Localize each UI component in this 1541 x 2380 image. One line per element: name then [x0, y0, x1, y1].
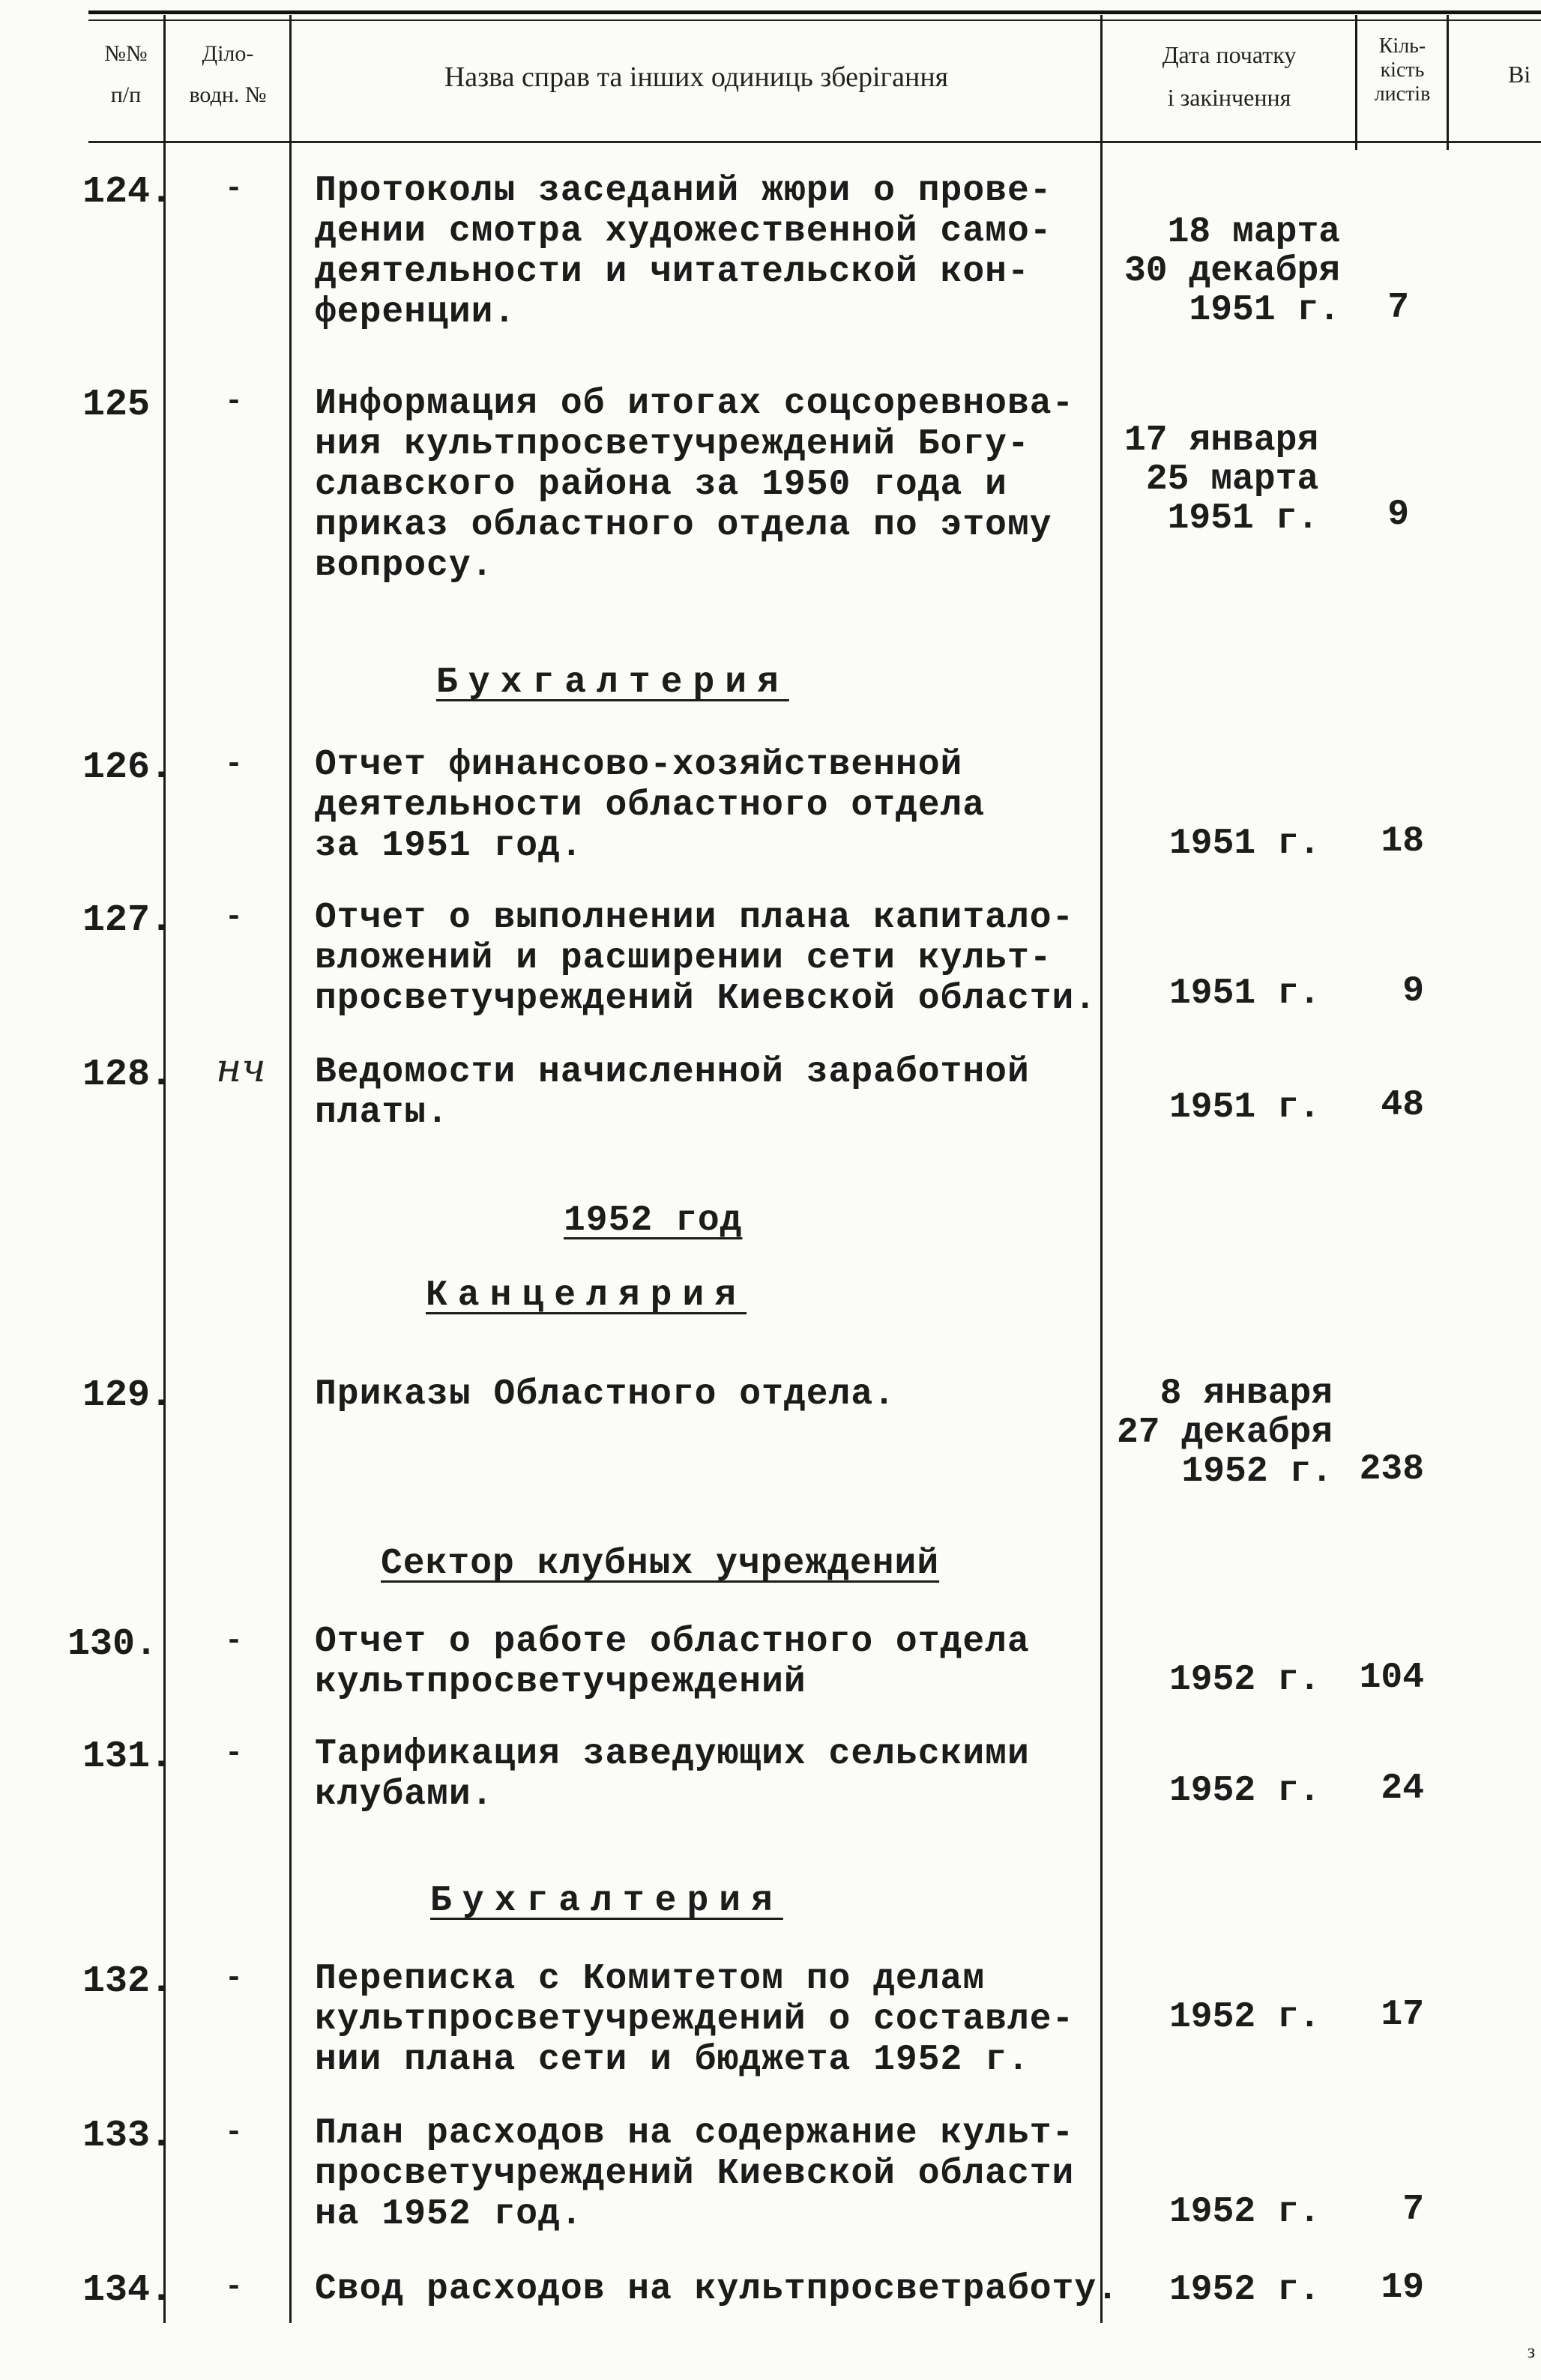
header-col-dates	[1103, 39, 1355, 114]
row-131-dates: 1952 г.	[1169, 1771, 1321, 1811]
row-128-number: 128.	[82, 1054, 173, 1096]
header-col-number-line1: №№	[104, 41, 148, 66]
row-132-dates: 1952 г.	[1169, 1997, 1321, 2038]
row-133-number: 133.	[82, 2115, 173, 2157]
header-col-dates-line1: Дата початку	[1162, 41, 1297, 68]
header-col-number	[88, 39, 163, 110]
row-126-number: 126.	[82, 746, 173, 789]
column-divider-notes	[1447, 15, 1449, 150]
row-134-sheets: 19	[1381, 2268, 1424, 2308]
section-title-chancellery: Канцелярия	[426, 1275, 747, 1316]
header-col-office-line2: водн. №	[189, 82, 267, 107]
row-127-number: 127.	[82, 899, 173, 942]
row-132-sheets: 17	[1381, 1995, 1424, 2035]
header-col-sheets-line1: Кіль-	[1378, 34, 1426, 58]
header-col-title: Назва справ та інших одиниць зберігання	[444, 61, 949, 93]
row-124-title: Протоколы заседаний жюри о прове- дении смотра художественной само- деятельности и читательской кон- ференции.	[315, 171, 1052, 333]
section-title-accounting-1951: Бухгалтерия	[436, 662, 789, 703]
row-125-dates: 17 января 25 марта 1951 г.	[1124, 420, 1319, 539]
row-129-title: Приказы Областного отдела.	[315, 1374, 896, 1415]
row-127-sheets: 9	[1402, 971, 1424, 1012]
row-134-number: 134.	[82, 2269, 173, 2312]
header-bottom-rule	[88, 141, 1541, 143]
header-col-office-line1: Діло-	[202, 41, 254, 66]
header-col-dates-line2: і закінчення	[1167, 84, 1291, 112]
row-125-sheets: 9	[1387, 495, 1409, 535]
column-divider-dates	[1100, 15, 1103, 2323]
row-128-dates: 1951 г.	[1169, 1087, 1321, 1128]
row-132-number: 132.	[82, 1960, 173, 2003]
row-130-office: -	[225, 1625, 244, 1658]
row-126-title: Отчет финансово-хозяйственной деятельности областного отдела за 1951 год.	[315, 745, 986, 866]
row-130-sheets: 104	[1359, 1658, 1424, 1698]
row-128-sheets: 48	[1381, 1085, 1424, 1126]
table-top-rule	[88, 10, 1541, 14]
section-title-club-sector: Сектор клубных учреждений	[381, 1544, 940, 1584]
row-125-number: 125	[82, 384, 151, 426]
row-125-office: -	[225, 385, 244, 419]
row-127-title: Отчет о выполнении плана капитало- вложений и расширении сети культ- просветучреждений Киевской области.	[315, 898, 1097, 1019]
column-divider-title	[289, 15, 292, 2323]
row-133-office: -	[225, 2116, 244, 2150]
row-133-dates: 1952 г.	[1169, 2192, 1321, 2232]
row-124-sheets: 7	[1387, 288, 1409, 328]
row-127-dates: 1951 г.	[1169, 973, 1321, 1014]
row-126-office: -	[225, 748, 244, 782]
row-131-sheets: 24	[1381, 1769, 1424, 1809]
header-col-sheets-line2: кість	[1380, 58, 1425, 82]
row-130-dates: 1952 г.	[1169, 1660, 1321, 1700]
row-126-sheets: 18	[1381, 821, 1424, 862]
header-col-sheets-line3: листів	[1374, 82, 1431, 106]
row-133-sheets: 7	[1402, 2190, 1424, 2230]
header-col-sheets	[1358, 34, 1447, 107]
row-133-title: План расходов на содержание культ- просветучреждений Киевской области на 1952 год.	[315, 2113, 1075, 2235]
row-124-number: 124.	[82, 171, 173, 214]
row-132-office: -	[225, 1962, 244, 1996]
row-124-dates: 18 марта 30 декабря 1951 г.	[1124, 212, 1341, 330]
table-top-rule-thin	[88, 19, 1541, 21]
row-125-title: Информация об итогах соцсоревнова- ния культпросветучреждений Богу- славского района за 1950 года и приказ областного отдела по этому вопросу.	[315, 384, 1075, 586]
row-129-number: 129.	[82, 1374, 173, 1417]
row-127-office: -	[225, 901, 244, 934]
column-divider-sheets	[1355, 15, 1357, 150]
row-129-dates: 8 января 27 декабря 1952 г.	[1117, 1374, 1333, 1492]
row-134-dates: 1952 г.	[1169, 2270, 1321, 2310]
section-title-accounting-1952: Бухгалтерия	[430, 1881, 783, 1921]
header-col-notes: Ві	[1508, 61, 1531, 88]
row-128-office-handwritten: нч	[216, 1046, 266, 1091]
row-124-office: -	[225, 172, 244, 206]
footer-mark: з	[1527, 2340, 1536, 2362]
row-126-dates: 1951 г.	[1169, 824, 1321, 864]
header-col-office	[166, 39, 289, 110]
row-130-number: 130.	[67, 1623, 158, 1666]
row-129-sheets: 238	[1359, 1449, 1424, 1490]
section-year-1952: 1952 год	[564, 1200, 743, 1241]
row-130-title: Отчет о работе областного отдела культпросветучреждений	[315, 1622, 1030, 1703]
row-132-title: Переписка с Комитетом по делам культпросветучреждений о составле- нии плана сети и бюджета 1952 г.	[315, 1959, 1075, 2080]
row-134-office: -	[225, 2271, 244, 2304]
row-131-number: 131.	[82, 1736, 173, 1778]
row-131-office: -	[225, 1737, 244, 1771]
header-col-number-line2: п/п	[110, 82, 142, 107]
row-128-title: Ведомости начисленной заработной платы.	[315, 1052, 1030, 1133]
row-131-title: Тарификация заведующих сельскими клубами.	[315, 1734, 1030, 1815]
row-134-title: Свод расходов на культпросветработу.	[315, 2269, 1119, 2310]
